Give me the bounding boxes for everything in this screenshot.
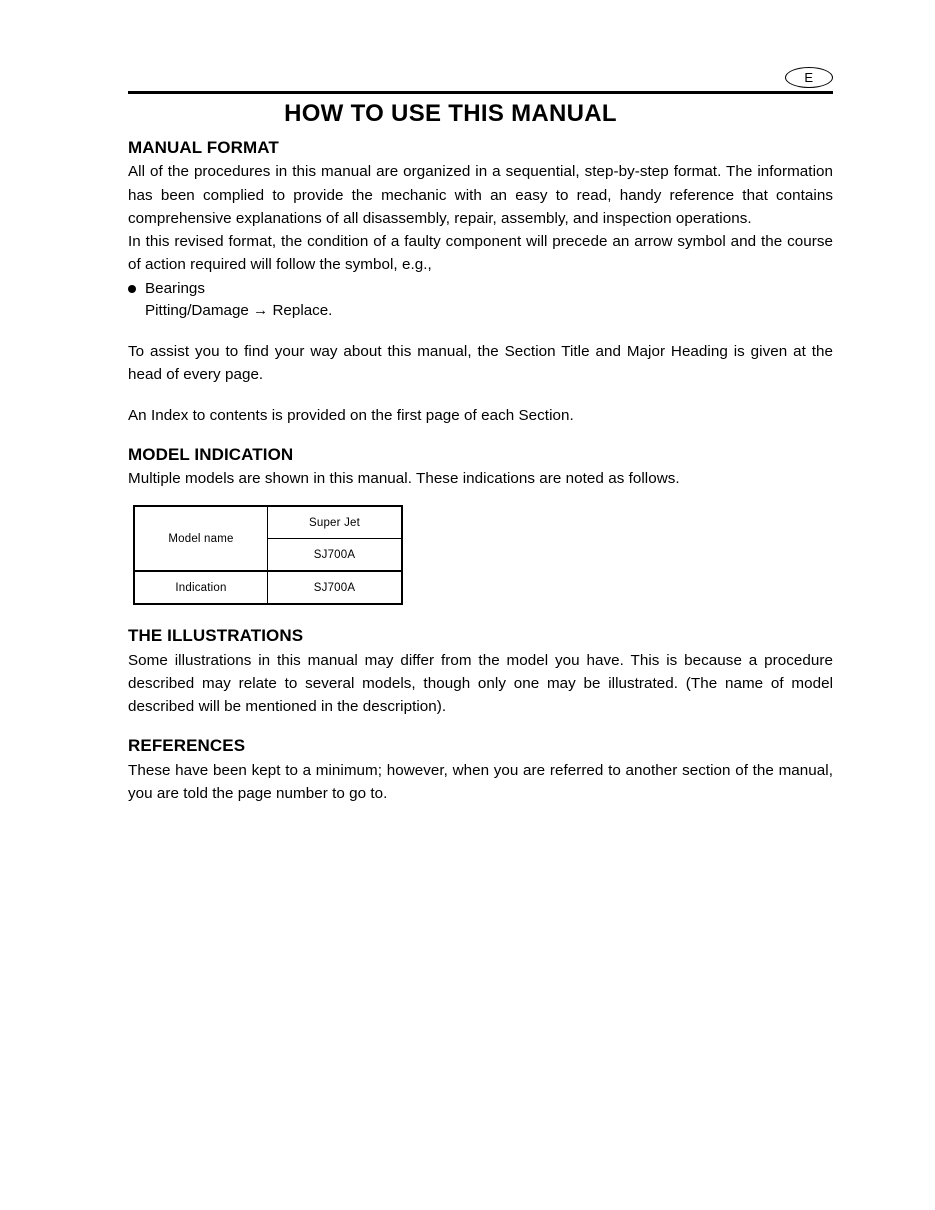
cell-model-name-value-1: Super Jet: [268, 506, 403, 539]
bullet-item-detail: Pitting/Damage → Replace.: [145, 302, 333, 320]
language-badge-label: E: [804, 70, 814, 85]
bullet-list-item: [128, 278, 833, 301]
model-indication-table-wrapper: [133, 505, 833, 605]
cell-model-name-value-2: SJ700A: [268, 539, 403, 572]
page-title: HOW TO USE THIS MANUAL: [284, 100, 617, 127]
bullet-dot-icon: [128, 285, 136, 293]
references-paragraph: These have been kept to a minimum; however, when you are referred to another section of the manual, you are told the page number to go to.: [128, 761, 833, 802]
model-indication-table: [133, 505, 403, 605]
illustrations-paragraph: Some illustrations in this manual may differ from the model you have. This is because a procedure described may relate to several models, though only one may be illustrated. (The name of model described will be mentioned in the description).: [128, 651, 833, 716]
model-indication-intro: Multiple models are shown in this manual. These indications are noted as follows.: [128, 470, 680, 488]
manual-format-paragraph-4: An Index to contents is provided on the first page of each Section.: [128, 406, 574, 424]
heading-model-indication: MODEL INDICATION: [128, 444, 294, 464]
cell-model-name-label: Model name: [134, 506, 268, 571]
manual-format-paragraph-3: To assist you to find your way about this manual, the Section Title and Major Heading is given at the head of every page.: [128, 343, 833, 384]
table-row: [134, 571, 402, 604]
heading-manual-format: MANUAL FORMAT: [128, 138, 279, 157]
heading-the-illustrations: THE ILLUSTRATIONS: [128, 626, 304, 646]
manual-format-paragraph-2: In this revised format, the condition of a faulty component will precede an arrow symbol and the course of action required will follow the symbol, e.g.,: [128, 233, 833, 274]
language-badge: [785, 67, 833, 88]
manual-format-paragraph-1: All of the procedures in this manual are organized in a sequential, step-by-step format. The information has been complied to provide the mechanic with an easy to read, handy reference that contains comprehensive explanations of all disassembly, repair, assembly, and inspection operations.: [128, 163, 833, 227]
heading-references: REFERENCES: [128, 736, 246, 756]
page-content: [128, 100, 833, 805]
cell-indication-value: SJ700A: [268, 571, 403, 604]
bullet-item-label: Bearings: [145, 279, 205, 297]
cell-indication-label: Indication: [134, 571, 268, 604]
header-divider-rule: [128, 91, 833, 94]
table-row: [134, 506, 402, 539]
